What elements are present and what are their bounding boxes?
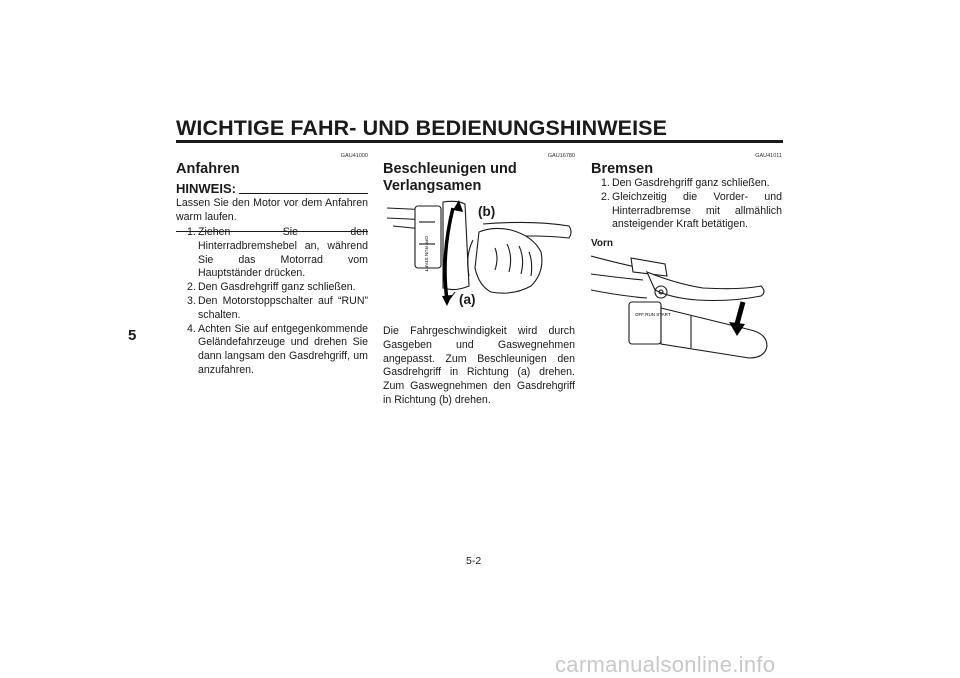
page-title: WICHTIGE FAHR- UND BEDIENUNGSHINWEISE	[176, 116, 668, 140]
section-code: GAU41000	[340, 153, 368, 159]
watermark: carmanualsonline.info	[555, 652, 776, 677]
figure-caption: Vorn	[591, 238, 614, 249]
section-title-beschleunigen: Beschleunigen und Verlangsamen	[383, 161, 517, 194]
list-item: 3. Den Motorstoppschalter auf “RUN” schalten.	[187, 294, 368, 321]
svg-text:OFF RUN START: OFF RUN START	[635, 312, 671, 317]
list-item: 1. Den Gasdrehgriff ganz schließen.	[601, 177, 770, 189]
header-rule	[176, 140, 783, 143]
brake-lever-illustration	[591, 250, 783, 366]
body-beschleunigen: Die Fahrgeschwindigkeit wird durch Gasgeben und Gaswegnehmen angepasst. Zum Beschleunigen den Gasdrehgriff in Richtung (a) drehen. Zum Gaswegnehmen den Gasdrehgriff in Richtung (b) drehen.	[383, 325, 575, 406]
label-b: (b)	[478, 204, 496, 219]
label-a: (a)	[459, 292, 476, 307]
note-rule-top	[239, 193, 368, 194]
list-item: 1. Ziehen Sie den Hinterradbremshebel an, während Sie das Motorrad vom Hauptständer drücken.	[187, 226, 368, 280]
section-title-anfahren: Anfahren	[176, 161, 240, 177]
page-number: 5-2	[466, 555, 482, 567]
note-label: HINWEIS:	[176, 181, 236, 196]
steps-anfahren	[187, 226, 368, 378]
list-item: 4. Achten Sie auf entgegenkommende Geländefahrzeuge und drehen Sie dann langsam den Gasdrehgriff, um anzufahren.	[187, 322, 368, 376]
list-item: 2. Den Gasdrehgriff ganz schließen.	[187, 281, 356, 294]
steps-bremsen	[601, 177, 782, 232]
note-block	[176, 181, 368, 232]
section-title-bremsen: Bremsen	[591, 161, 654, 177]
list-item: 2. Gleichzeitig die Vorder- und Hinterradbremse mit allmählich ansteigender Kraft betätigen.	[601, 190, 782, 231]
note-text: Lassen Sie den Motor vor dem Anfahren warm laufen.	[176, 197, 368, 223]
section-code: GAU41011	[755, 153, 782, 159]
section-code: GAU16780	[547, 153, 575, 159]
chapter-tab: 5	[128, 327, 137, 344]
svg-text:OFF RUN START: OFF RUN START	[424, 236, 429, 272]
